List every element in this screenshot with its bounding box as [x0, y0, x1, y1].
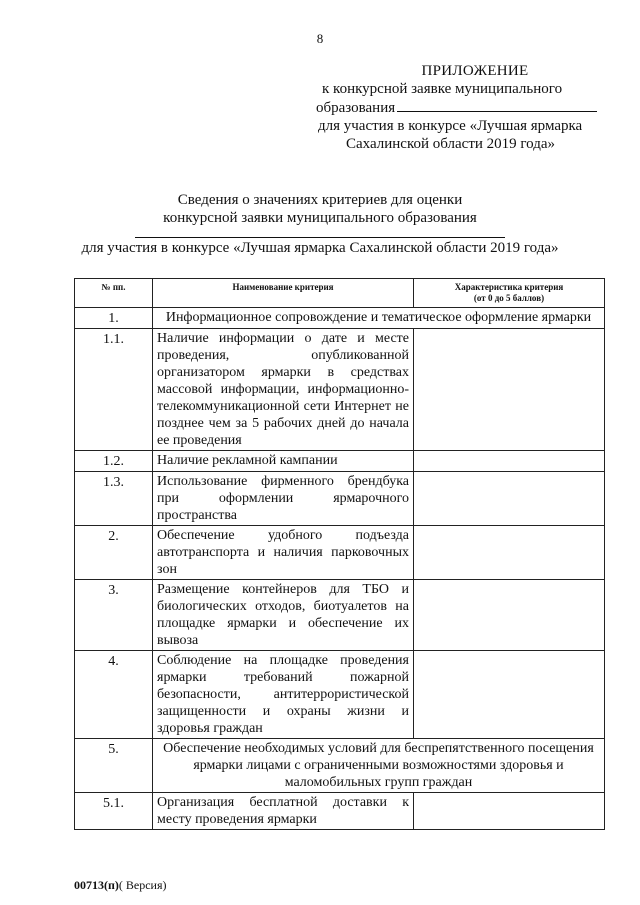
criterion-score-cell[interactable]: [414, 526, 605, 580]
table-row: [75, 651, 605, 739]
row-number: 1.: [75, 308, 153, 329]
criterion-score-cell[interactable]: [414, 451, 605, 472]
criterion-name: Информационное сопровождение и тематическое оформление ярмарки: [153, 308, 605, 329]
table-row: [75, 451, 605, 472]
header-name: Наименование критерия: [153, 279, 414, 308]
criterion-score-cell[interactable]: [414, 651, 605, 739]
row-number: 5.: [75, 739, 153, 793]
document-heading: [0, 191, 640, 257]
row-number: 2.: [75, 526, 153, 580]
row-number: 1.3.: [75, 472, 153, 526]
footer-code: 00713(п): [74, 878, 119, 892]
heading-blank-line: [135, 237, 505, 238]
criterion-score-cell[interactable]: [414, 472, 605, 526]
criterion-name: Использование фирменного брендбука при оформлении ярмарочного пространства: [153, 472, 414, 526]
appendix-line-4: Сахалинской области 2019 года»: [346, 136, 556, 152]
row-number: 1.2.: [75, 451, 153, 472]
table-row: [75, 526, 605, 580]
appendix-line-1: к конкурсной заявке муниципального: [322, 81, 563, 97]
row-number: 5.1.: [75, 793, 153, 830]
row-number: 1.1.: [75, 329, 153, 451]
appendix-line-2-text: образования: [316, 100, 396, 116]
header-num: № пп.: [75, 279, 153, 308]
heading-line-3: для участия в конкурсе «Лучшая ярмарка Сахалинской области 2019 года»: [81, 240, 559, 256]
header-score: [414, 279, 605, 308]
table-row: [75, 580, 605, 651]
criteria-table: [74, 278, 605, 830]
page-number: 8: [316, 31, 324, 46]
criterion-name: Обеспечение необходимых условий для беспрепятственного посещения ярмарки лицами с ограниченными возможностями здоровья и маломобильных групп граждан: [153, 739, 605, 793]
appendix-line-3: для участия в конкурсе «Лучшая ярмарка: [318, 118, 583, 134]
header-score-line-2: (от 0 до 5 баллов): [473, 293, 545, 303]
table-row: [75, 308, 605, 329]
criterion-name: Соблюдение на площадке проведения ярмарки требований пожарной безопасности, антитеррористической защищенности и охраны жизни и здоровья граждан: [153, 651, 414, 739]
table-row: [75, 472, 605, 526]
municipality-blank-line: [397, 98, 597, 112]
appendix-block: [300, 62, 610, 153]
heading-line-2: конкурсной заявки муниципального образования: [163, 210, 477, 226]
criterion-name: Наличие информации о дате и месте проведения, опубликованной организатором ярмарки в средствах массовой информации, информационно-телекоммуникационной сети Интернет не позднее чем за 5 рабочих дней до начала ее проведения: [153, 329, 414, 451]
header-score-line-1: Характеристика критерия: [454, 282, 564, 292]
appendix-line-2: [300, 98, 610, 117]
criterion-score-cell[interactable]: [414, 793, 605, 830]
criterion-name: Организация бесплатной доставки к месту проведения ярмарки: [153, 793, 414, 830]
table-row: [75, 329, 605, 451]
row-number: 3.: [75, 580, 153, 651]
footer: [74, 878, 167, 893]
row-number: 4.: [75, 651, 153, 739]
table-row: [75, 739, 605, 793]
criterion-name: Обеспечение удобного подъезда автотранспорта и наличия парковочных зон: [153, 526, 414, 580]
table-header-row: [75, 279, 605, 308]
heading-line-1: Сведения о значениях критериев для оценки: [177, 192, 463, 208]
criterion-name: Размещение контейнеров для ТБО и биологических отходов, биотуалетов на площадке ярмарки и обеспечение их вывоза: [153, 580, 414, 651]
criterion-score-cell[interactable]: [414, 329, 605, 451]
criterion-score-cell[interactable]: [414, 580, 605, 651]
criterion-name: Наличие рекламной кампании: [153, 451, 414, 472]
table-row: [75, 793, 605, 830]
appendix-title: ПРИЛОЖЕНИЕ: [421, 63, 529, 79]
footer-version: ( Версия): [118, 878, 167, 892]
